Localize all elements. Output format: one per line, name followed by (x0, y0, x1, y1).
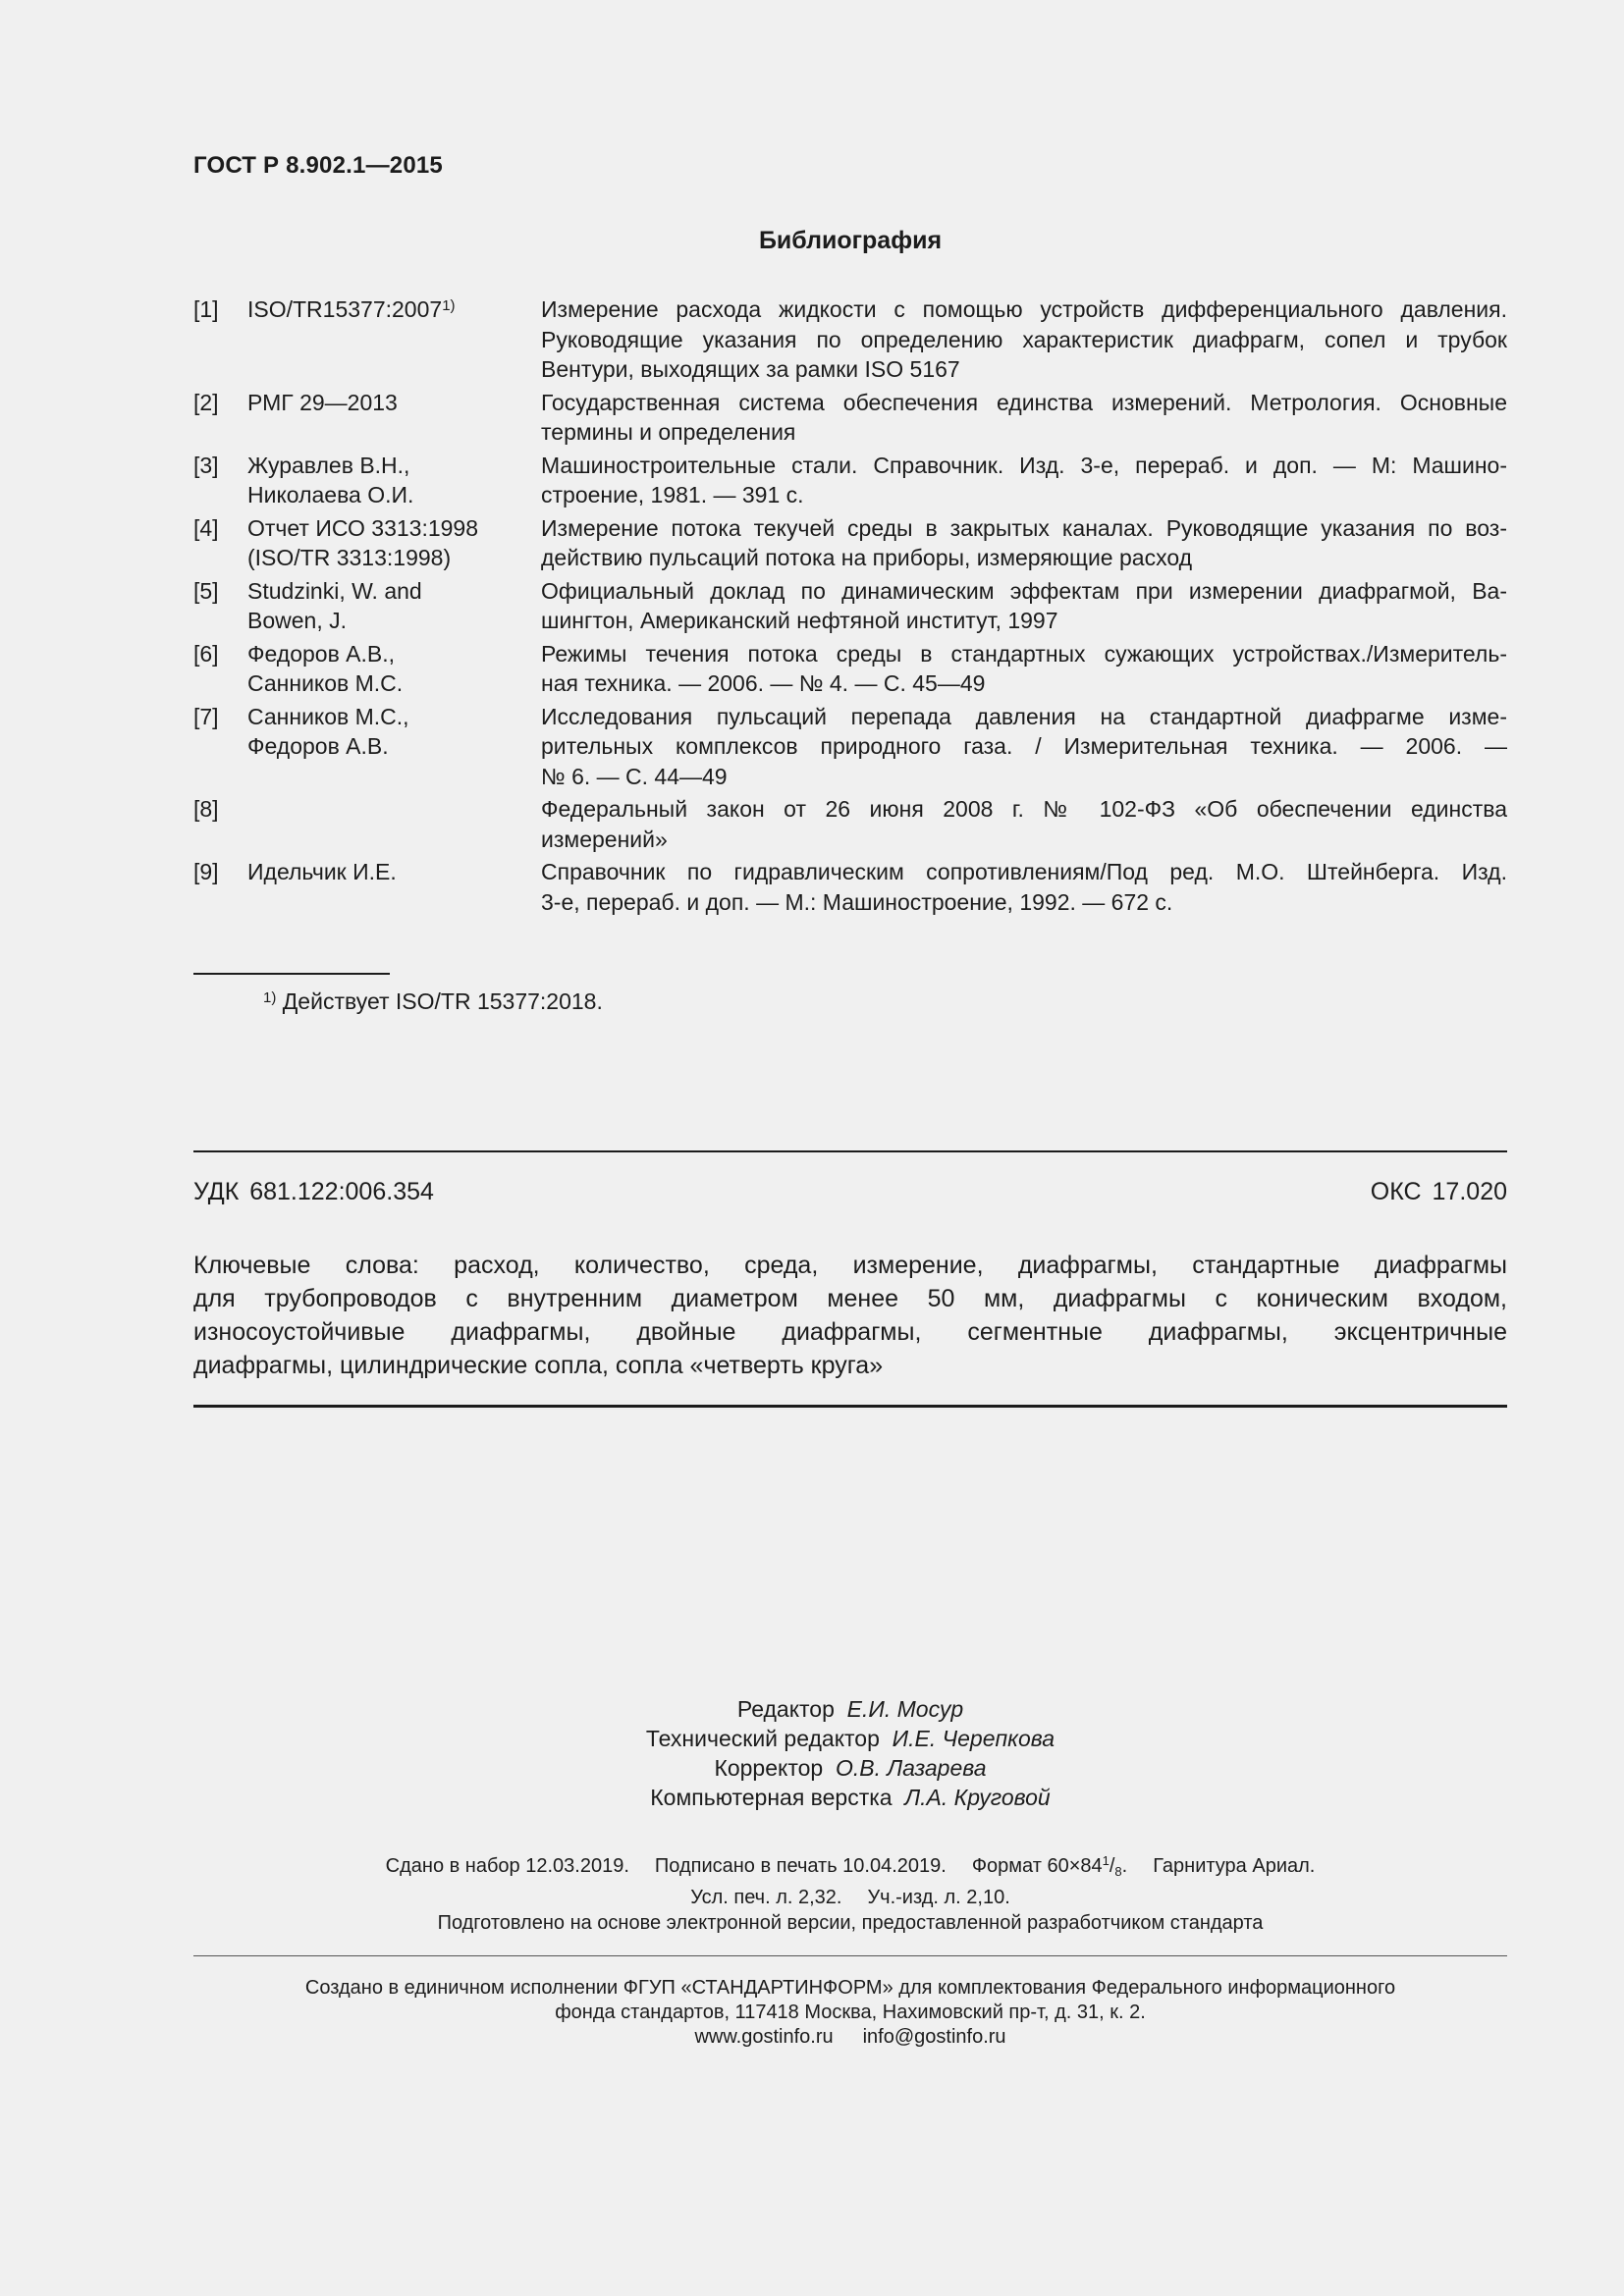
credits (0, 1694, 1624, 1812)
udk-label: УДК (193, 1178, 240, 1205)
classification-top-rule (193, 1150, 1507, 1152)
footnote (263, 988, 603, 1015)
description-line: Руководящие указания по определению характеристик диафрагм, сопел и трубок (541, 326, 1507, 352)
bibliography-list (193, 294, 1507, 920)
description-line: Режимы течения потока среды в стандартных сужающих устройствах./Измеритель- (541, 640, 1507, 667)
description-line: Вентури, выходящих за рамки ISO 5167 (541, 356, 960, 382)
publisher-info (0, 1976, 1624, 2050)
entry-author (247, 294, 541, 385)
description-line: рительных комплексов природного газа. / Измерительная техника. — 2006. — (541, 733, 1507, 759)
credit-tech-editor: Технический редактор И.Е. Черепкова (645, 1726, 1056, 1751)
bibliography-title: Библиография (758, 227, 943, 254)
print-sheets: Усл. печ. л. 2,32. (690, 1887, 842, 1908)
description-line: Справочник по гидравлическим сопротивлениям/Под ред. М.О. Штейнберга. Изд. (541, 859, 1507, 884)
entry-number: [7] (193, 703, 219, 729)
bibliography-entry (193, 702, 1507, 792)
entry-author (247, 794, 541, 854)
bibliography-entry (193, 513, 1507, 573)
author-line: РМГ 29—2013 (247, 389, 398, 415)
website-link[interactable]: www.gostinfo.ru (694, 2026, 834, 2048)
entry-description (541, 513, 1507, 573)
description-line: 3-е, перераб. и доп. — М.: Машиностроение, 1992. — 672 с. (541, 888, 1173, 915)
submitted-date: Сдано в набор 12.03.2019. (385, 1855, 629, 1877)
email-link[interactable]: info@gostinfo.ru (862, 2026, 1006, 2048)
entry-author (247, 576, 541, 636)
footnote-ref: 1) (442, 297, 456, 314)
author-line: Идельчик И.Е. (247, 859, 397, 884)
entry-author (247, 702, 541, 792)
entry-description (541, 388, 1507, 448)
entry-author (247, 451, 541, 510)
credit-layout: Компьютерная верстка Л.А. Круговой (650, 1785, 1051, 1810)
author-line: Федоров А.В., (247, 640, 396, 667)
description-line: Измерение расхода жидкости с помощью устройств дифференциального давления. (541, 296, 1507, 322)
publisher-line2: фонда стандартов, 117418 Москва, Нахимовский пр-т, д. 31, к. 2. (555, 2002, 1146, 2023)
entry-description (541, 451, 1507, 510)
author-line: (ISO/TR 3313:1998) (247, 545, 452, 570)
footnote-mark: 1) (263, 989, 277, 1006)
author-line: Отчет ИСО 3313:1998 (247, 514, 478, 541)
author-line: Федоров А.В. (247, 733, 389, 759)
publisher-rule (193, 1955, 1507, 1956)
print-info (0, 1853, 1624, 1936)
author-line: Bowen, J. (247, 608, 347, 633)
entry-description (541, 857, 1507, 917)
description-line: Федеральный закон от 26 июня 2008 г. № 102-ФЗ «Об обеспечении единства (541, 796, 1507, 822)
description-line: № 6. — С. 44—49 (541, 763, 728, 789)
author-line: Studzinki, W. and (247, 577, 422, 604)
entry-description (541, 702, 1507, 792)
author-line: Санников М.С., (247, 703, 409, 729)
oks-code (1371, 1178, 1507, 1206)
entry-description (541, 639, 1507, 699)
description-line: строение, 1981. — 391 с. (541, 482, 804, 507)
description-line: Государственная система обеспечения единства измерений. Метрология. Основные (541, 389, 1507, 415)
entry-number: [5] (193, 577, 219, 604)
print-info-line2 (0, 1885, 1624, 1910)
description-line: Машиностроительные стали. Справочник. Изд. 3-е, перераб. и доп. — М: Машино- (541, 452, 1507, 478)
print-info-line1 (0, 1853, 1624, 1885)
entry-number: [8] (193, 796, 219, 822)
description-line: термины и определения (541, 419, 796, 445)
description-line: Измерение потока текучей среды в закрытых каналах. Руководящие указания по воз- (541, 514, 1507, 541)
description-line: действию пульсаций потока на приборы, измеряющие расход (541, 545, 1193, 570)
footnote-divider (193, 973, 390, 975)
entry-number: [3] (193, 452, 219, 478)
entry-author (247, 639, 541, 699)
entry-description (541, 576, 1507, 636)
bibliography-entry (193, 294, 1507, 385)
bibliography-entry (193, 639, 1507, 699)
entry-number: [4] (193, 514, 219, 541)
udk-value: 681.122:006.354 (249, 1178, 434, 1205)
entry-author (247, 513, 541, 573)
author-line: Николаева О.И. (247, 482, 414, 507)
bibliography-entry (193, 794, 1507, 854)
keywords-line: диафрагмы, цилиндрические сопла, сопла «четверть круга» (193, 1352, 884, 1379)
description-line: Исследования пульсаций перепада давления на стандартной диафрагме изме- (541, 703, 1507, 729)
credit-editor: Редактор Е.И. Мосур (736, 1696, 964, 1722)
udk-code (193, 1178, 434, 1206)
keywords-line: Ключевые слова: расход, количество, среда, измерение, диафрагмы, стандартные диафрагмы (193, 1252, 1507, 1279)
signed-date: Подписано в печать 10.04.2019. (654, 1855, 947, 1877)
entry-author (247, 857, 541, 917)
entry-description (541, 294, 1507, 385)
description-line: шингтон, Американский нефтяной институт, 1997 (541, 608, 1058, 633)
paper-format: Формат $60\times 84^1/_8$. (971, 1853, 1128, 1879)
entry-author (247, 388, 541, 448)
bibliography-entry (193, 857, 1507, 917)
description-line: Официальный доклад по динамическим эффектам при измерении диафрагмой, Ва- (541, 577, 1507, 604)
oks-label: ОКС (1370, 1178, 1422, 1205)
bibliography-entry (193, 576, 1507, 636)
oks-value: 17.020 (1432, 1178, 1507, 1205)
keywords-line: для трубопроводов с внутренним диаметром менее 50 мм, диафрагмы с коническим входом, (193, 1285, 1507, 1312)
publisher-contacts (0, 2025, 1624, 2050)
author-line: ISO/TR15377:2007$^{1)}$ (247, 296, 456, 322)
entry-description (541, 794, 1507, 854)
entry-number: [6] (193, 640, 219, 667)
credit-corrector: Корректор О.В. Лазарева (714, 1755, 987, 1781)
footnote-text: Действует ISO/TR 15377:2018. (282, 988, 603, 1014)
entry-number: [2] (193, 389, 219, 415)
description-line: ная техника. — 2006. — № 4. — С. 45—49 (541, 670, 986, 696)
description-line: измерений» (541, 826, 668, 852)
bibliography-entry (193, 451, 1507, 510)
author-line: Журавлев В.Н., (247, 452, 410, 478)
classification-bottom-rule (193, 1405, 1507, 1408)
author-line: Санников М.С. (247, 670, 404, 696)
keywords (193, 1249, 1507, 1382)
bibliography-entry (193, 388, 1507, 448)
standard-header: ГОСТ Р 8.902.1—2015 (193, 152, 443, 179)
entry-number: [1] (193, 296, 219, 322)
entry-number: [9] (193, 859, 219, 884)
print-info-note: Подготовлено на основе электронной версии, предоставленной разработчиком стандарта (437, 1912, 1264, 1934)
publisher-line1: Создано в единичном исполнении ФГУП «СТАНДАРТИНФОРМ» для комплектования Федерального информационного (304, 1977, 1396, 1999)
pub-sheets: Уч.-изд. л. 2,10. (867, 1887, 1010, 1908)
keywords-line: износоустойчивые диафрагмы, двойные диафрагмы, сегментные диафрагмы, эксцентричные (193, 1318, 1507, 1346)
typeface: Гарнитура Ариал. (1153, 1855, 1316, 1877)
